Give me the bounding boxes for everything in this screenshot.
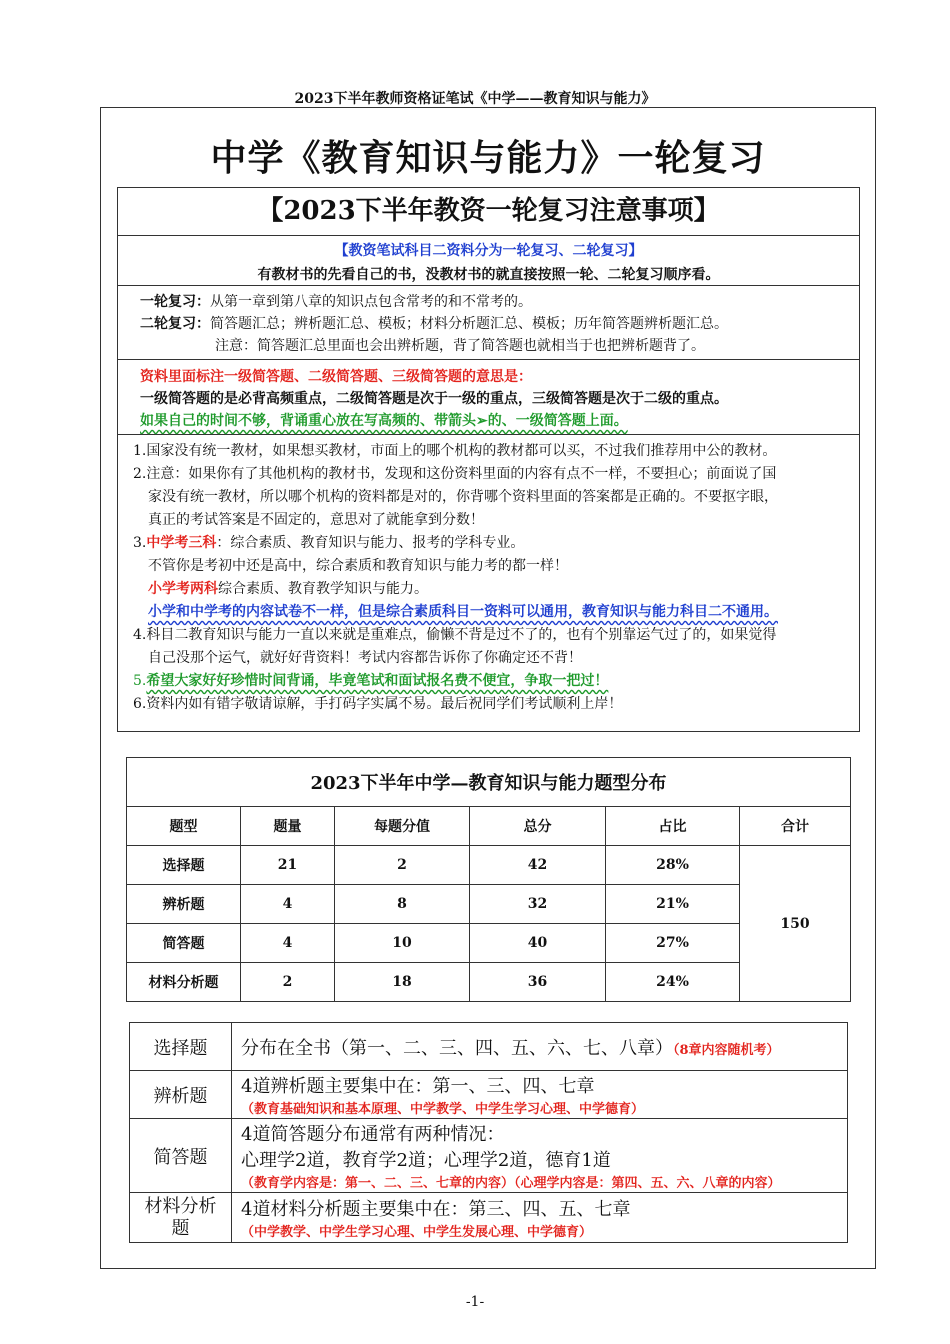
chapter-note: （教育基础知识和基本原理、中学教学、中学生学习心理、中学德育） bbox=[241, 1102, 645, 1117]
cell: 选择题 bbox=[127, 846, 241, 885]
chapter-desc bbox=[232, 1071, 848, 1119]
cell: 10 bbox=[335, 924, 470, 963]
chapter-label: 选择题 bbox=[130, 1023, 232, 1071]
distribution-title: 2023下半年中学—教育知识与能力题型分布 bbox=[127, 758, 851, 807]
notice-title: 【2023下半年教资一轮复习注意事项】 bbox=[257, 196, 720, 226]
cell: 40 bbox=[470, 924, 606, 963]
chapter-text: 4道材料分析题主要集中在：第三、四、五、七章 bbox=[241, 1199, 631, 1220]
cell: 21 bbox=[241, 846, 335, 885]
tip-2a: 2.注意：如果你有了其他机构的教材书，发现和这份资料里面的内容有点不一样，不要担心；前面说了国 bbox=[133, 466, 777, 482]
tips-list bbox=[118, 434, 859, 731]
main-title: 中学《教育知识与能力》一轮复习 bbox=[210, 137, 766, 179]
cell: 24% bbox=[606, 963, 740, 1002]
cell: 18 bbox=[335, 963, 470, 1002]
tip-3-blue: 小学和中学考的内容试卷不一样，但是综合素质科目一资料可以通用，教育知识与能力科目二不通用。 bbox=[148, 604, 778, 620]
chapter-desc bbox=[232, 1119, 848, 1193]
chapter-note: （8章内容随机考） bbox=[673, 1042, 780, 1058]
chapter-text: 心理学2道，教育学2道；心理学2道，德育1道 bbox=[241, 1150, 611, 1171]
intro-blue: 【教资笔试科目二资料分为一轮复习、二轮复习】 bbox=[334, 243, 643, 259]
tip-4a: 4.科目二教育知识与能力一直以来就是重难点，偷懒不背是过不了的，也有个别靠运气过了的，如果觉得 bbox=[133, 627, 777, 643]
tip-2c: 真正的考试答案是不固定的，意思对了就能拿到分数！ bbox=[148, 512, 484, 528]
chapter-label: 简答题 bbox=[130, 1119, 232, 1193]
notice-intro bbox=[118, 235, 859, 285]
table-row bbox=[130, 1119, 848, 1193]
table-row bbox=[130, 1071, 848, 1119]
distribution-table-wrap bbox=[126, 757, 851, 1002]
cell: 4 bbox=[241, 885, 335, 924]
review-section bbox=[118, 285, 859, 359]
col-ratio: 占比 bbox=[606, 807, 740, 846]
tip-6: 6.资料内如有错字敬请谅解，手打码字实属不易。最后祝同学们考试顺利上岸！ bbox=[133, 696, 623, 712]
review-2-text: 简答题汇总；辨析题汇总、模板；材料分析题汇总、模板；历年简答题辨析题汇总。 bbox=[210, 316, 728, 332]
cell: 4 bbox=[241, 924, 335, 963]
col-count: 题量 bbox=[241, 807, 335, 846]
chapter-note: （教育学内容是：第一、二、三、七章的内容）（心理学内容是：第四、五、六、八章的内容） bbox=[241, 1176, 781, 1191]
cell: 32 bbox=[470, 885, 606, 924]
cell: 21% bbox=[606, 885, 740, 924]
cell: 36 bbox=[470, 963, 606, 1002]
chapter-text: 4道简答题分布通常有两种情况： bbox=[241, 1124, 505, 1145]
cell: 8 bbox=[335, 885, 470, 924]
cell: 27% bbox=[606, 924, 740, 963]
chapter-desc bbox=[232, 1023, 848, 1071]
total-cell: 150 bbox=[740, 846, 851, 1002]
table-row bbox=[130, 1023, 848, 1071]
chapter-note: （中学教学、中学生学习心理、中学生发展心理、中学德育） bbox=[241, 1225, 593, 1240]
cell: 材料分析题 bbox=[127, 963, 241, 1002]
levels-section bbox=[118, 359, 859, 434]
levels-black: 一级简答题的是必背高频重点，二级简答题是次于一级的重点，三级简答题是次于二级的重点。 bbox=[140, 391, 728, 407]
intro-black: 有教材书的先看自己的书，没教材书的就直接按照一轮、二轮复习顺序看。 bbox=[257, 267, 720, 283]
chapter-label bbox=[130, 1193, 232, 1243]
chapter-text: 分布在全书（第一、二、三、四、五、六、七、八章） bbox=[241, 1037, 673, 1059]
cell: 28% bbox=[606, 846, 740, 885]
chapter-text: 4道辨析题主要集中在：第一、三、四、七章 bbox=[241, 1076, 595, 1097]
levels-green: 如果自己的时间不够，背诵重心放在写高频的、带箭头➢的、一级简答题上面。 bbox=[140, 413, 628, 429]
tip-3c: 综合素质、教育教学知识与能力。 bbox=[218, 581, 428, 597]
table-row bbox=[130, 1193, 848, 1243]
cell: 简答题 bbox=[127, 924, 241, 963]
tip-3-red2: 小学考两科 bbox=[148, 581, 218, 597]
col-sum: 合计 bbox=[740, 807, 851, 846]
tip-3-num: 3. bbox=[133, 535, 147, 551]
review-1-text: 从第一章到第八章的知识点包含常考的和不常考的。 bbox=[210, 294, 532, 310]
review-2-label: 二轮复习： bbox=[140, 316, 210, 332]
chapter-label: 辨析题 bbox=[130, 1071, 232, 1119]
tip-2b: 家没有统一教材，所以哪个机构的资料都是对的，你背哪个资料里面的答案都是正确的。不要抠字眼， bbox=[148, 489, 778, 505]
chapter-label-line1: 材料分析 bbox=[144, 1195, 217, 1217]
distribution-table bbox=[126, 757, 851, 1002]
cell: 2 bbox=[241, 963, 335, 1002]
page-number: -1- bbox=[465, 1294, 485, 1310]
chapter-table bbox=[129, 1022, 848, 1243]
review-1-label: 一轮复习： bbox=[140, 294, 210, 310]
tip-1: 1.国家没有统一教材，如果想买教材，市面上的哪个机构的教材都可以买，不过我们推荐用中公的教材。 bbox=[133, 443, 777, 459]
page-header: 2023下半年教师资格证笔试《中学——教育知识与能力》 bbox=[294, 91, 656, 107]
col-type: 题型 bbox=[127, 807, 241, 846]
tip-3-text: ：综合素质、教育知识与能力、报考的学科专业。 bbox=[216, 535, 525, 551]
tip-4b: 自己没那个运气，就好好背资料！考试内容都告诉你了你确定还不背！ bbox=[148, 650, 582, 666]
col-total: 总分 bbox=[470, 807, 606, 846]
tip-5: 希望大家好好珍惜时间背诵，毕竟笔试和面试报名费不便宜，争取一把过！ bbox=[146, 673, 609, 689]
cell: 辨析题 bbox=[127, 885, 241, 924]
tip-3b: 不管你是考初中还是高中，综合素质和教育知识与能力考的都一样！ bbox=[148, 558, 568, 574]
tip-5-num: 5. bbox=[133, 673, 147, 689]
cell: 2 bbox=[335, 846, 470, 885]
review-note: 注意：简答题汇总里面也会出辨析题，背了简答题也就相当于也把辨析题背了。 bbox=[215, 338, 705, 354]
cell: 42 bbox=[470, 846, 606, 885]
chapter-table-wrap bbox=[129, 1022, 848, 1243]
notice-box bbox=[117, 187, 860, 732]
col-points: 每题分值 bbox=[335, 807, 470, 846]
tip-3-red: 中学考三科 bbox=[146, 535, 217, 551]
levels-red: 资料里面标注一级简答题、二级简答题、三级简答题的意思是： bbox=[140, 369, 532, 385]
table-row bbox=[127, 846, 851, 885]
chapter-desc bbox=[232, 1193, 848, 1243]
chapter-label-line2: 题 bbox=[171, 1217, 190, 1239]
